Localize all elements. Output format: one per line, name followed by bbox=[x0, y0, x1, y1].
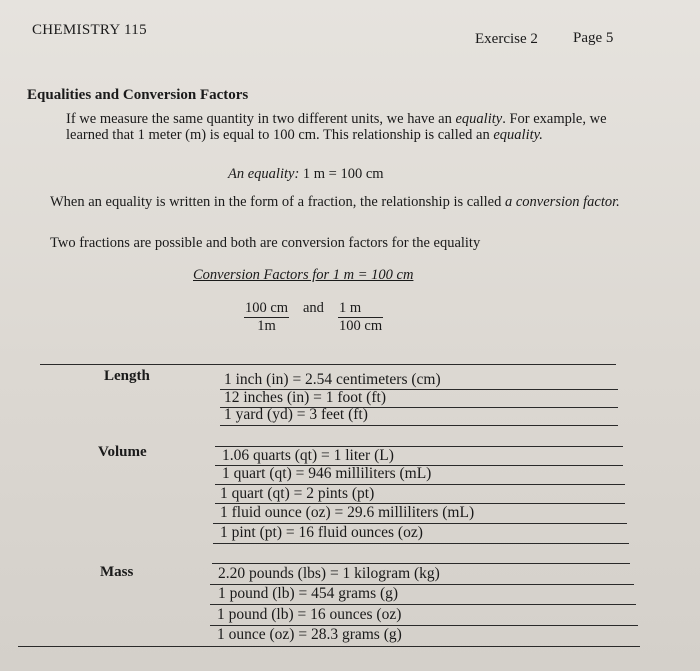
volume-fact: 1 quart (qt) = 946 milliliters (mL) bbox=[222, 465, 432, 482]
category-length-label: Length bbox=[104, 368, 150, 384]
row-rule bbox=[213, 543, 629, 544]
volume-fact: 1 fluid ounce (oz) = 29.6 milliliters (mL) bbox=[220, 504, 475, 521]
mass-fact: 1 pound (lb) = 454 grams (g) bbox=[218, 585, 399, 602]
category-volume-label: Volume bbox=[98, 444, 147, 460]
intro-paragraph: If we measure the same quantity in two different units, we have an equality. For example, we learned that 1 meter (m) is equal to 100 cm. This relationship is called an equality. bbox=[66, 111, 607, 143]
section-heading: Equalities and Conversion Factors bbox=[27, 87, 249, 103]
mass-fact: 1 pound (lb) = 16 ounces (oz) bbox=[217, 606, 402, 623]
row-rule bbox=[210, 604, 636, 605]
section-rule bbox=[212, 563, 630, 564]
row-rule bbox=[220, 425, 618, 426]
fraction2-numerator: 1 m bbox=[338, 300, 383, 318]
length-fact: 1 inch (in) = 2.54 centimeters (cm) bbox=[224, 371, 441, 388]
course-title: CHEMISTRY 115 bbox=[32, 22, 147, 38]
fraction1-numerator: 100 cm bbox=[245, 300, 289, 316]
fraction2-denominator: 100 cm bbox=[339, 318, 383, 334]
fraction-100cm-over-1m bbox=[244, 300, 289, 335]
conversion-factors-title: Conversion Factors for 1 m = 100 cm bbox=[193, 267, 414, 283]
exercise-label: Exercise 2 bbox=[475, 31, 538, 47]
equality-example: An equality: 1 m = 100 cm bbox=[228, 166, 384, 182]
volume-fact: 1 quart (qt) = 2 pints (pt) bbox=[220, 485, 375, 502]
category-mass-label: Mass bbox=[100, 564, 134, 580]
and-word: and bbox=[303, 300, 324, 316]
table-bottom-rule bbox=[18, 646, 640, 647]
volume-fact: 1 pint (pt) = 16 fluid ounces (oz) bbox=[220, 524, 423, 541]
length-fact: 12 inches (in) = 1 foot (ft) bbox=[224, 389, 386, 406]
conversion-factor-paragraph: When an equality is written in the form of a fraction, the relationship is called a conversion factor. bbox=[50, 194, 620, 210]
table-top-rule bbox=[40, 364, 616, 365]
two-fractions-sentence: Two fractions are possible and both are conversion factors for the equality bbox=[50, 235, 481, 251]
fraction1-denominator: 1m bbox=[257, 318, 276, 334]
fraction-1m-over-100cm bbox=[338, 300, 383, 335]
mass-fact: 2.20 pounds (lbs) = 1 kilogram (kg) bbox=[218, 565, 440, 582]
length-fact: 1 yard (yd) = 3 feet (ft) bbox=[224, 406, 368, 423]
page-number: Page 5 bbox=[573, 30, 614, 46]
mass-fact: 1 ounce (oz) = 28.3 grams (g) bbox=[217, 626, 402, 643]
volume-fact: 1.06 quarts (qt) = 1 liter (L) bbox=[222, 447, 394, 464]
